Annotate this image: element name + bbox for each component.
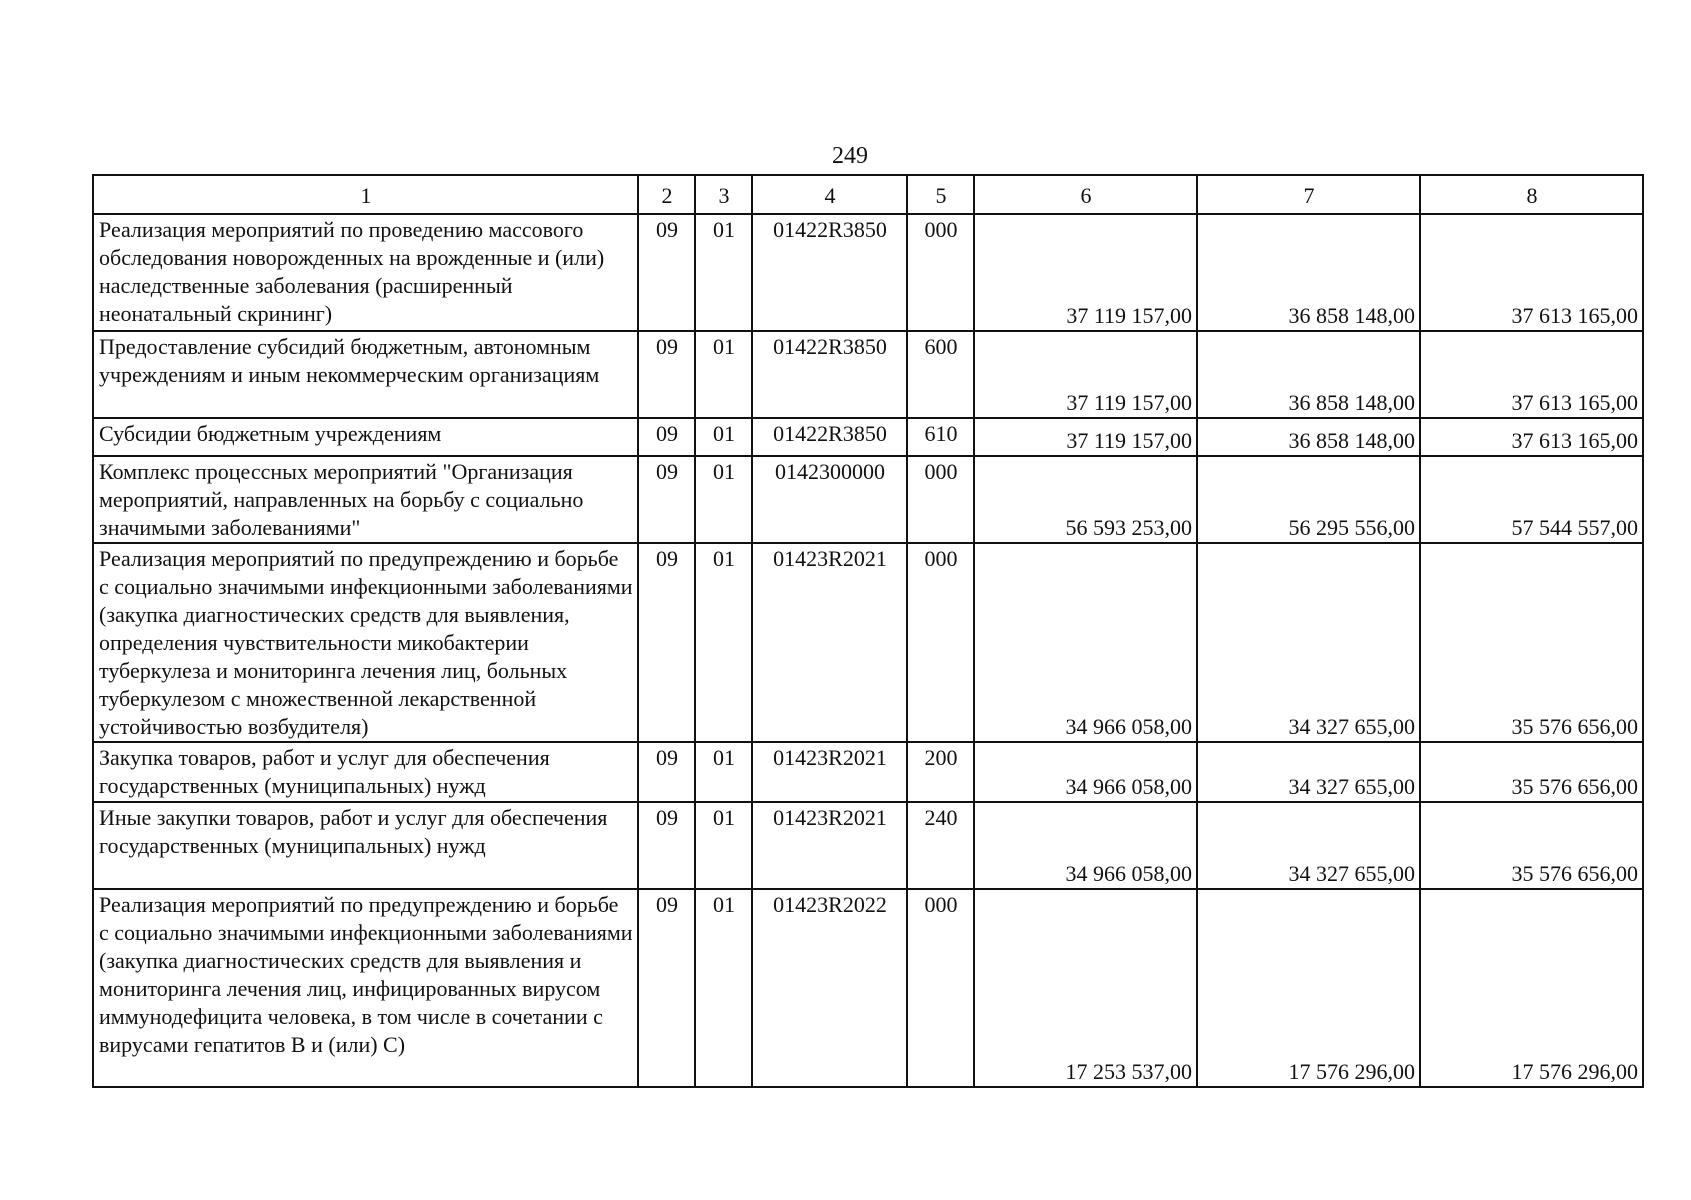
table-row	[93, 802, 1643, 889]
table-row	[93, 543, 1643, 742]
amount-col7: 56 295 556,00	[1197, 456, 1420, 543]
amount-col7: 36 858 148,00	[1197, 331, 1420, 418]
amount-col7: 34 327 655,00	[1197, 742, 1420, 802]
subsection-code: 01	[695, 543, 752, 742]
expense-type-code: 610	[907, 418, 974, 456]
amount-col8: 35 576 656,00	[1420, 802, 1643, 889]
column-header: 6	[974, 175, 1197, 214]
column-header: 4	[752, 175, 907, 214]
row-description: Закупка товаров, работ и услуг для обеспечения государственных (муниципальных) нужд	[93, 742, 638, 802]
subsection-code: 01	[695, 802, 752, 889]
column-header: 2	[638, 175, 695, 214]
section-code: 09	[638, 742, 695, 802]
expense-type-code: 000	[907, 889, 974, 1087]
subsection-code: 01	[695, 214, 752, 331]
amount-col8: 57 544 557,00	[1420, 456, 1643, 543]
column-header: 5	[907, 175, 974, 214]
row-description: Предоставление субсидий бюджетным, автономным учреждениям и иным некоммерческим организациям	[93, 331, 638, 418]
target-article-code: 0142300000	[752, 456, 907, 543]
amount-col7: 34 327 655,00	[1197, 543, 1420, 742]
target-article-code: 01423R2021	[752, 543, 907, 742]
table-row	[93, 456, 1643, 543]
expense-type-code: 000	[907, 543, 974, 742]
amount-col6: 37 119 157,00	[974, 331, 1197, 418]
section-code: 09	[638, 331, 695, 418]
section-code: 09	[638, 889, 695, 1087]
target-article-code: 01422R3850	[752, 418, 907, 456]
expense-type-code: 000	[907, 214, 974, 331]
table-row	[93, 889, 1643, 1087]
amount-col6: 34 966 058,00	[974, 543, 1197, 742]
target-article-code: 01423R2021	[752, 742, 907, 802]
section-code: 09	[638, 214, 695, 331]
target-article-code: 01423R2022	[752, 889, 907, 1087]
amount-col8: 37 613 165,00	[1420, 331, 1643, 418]
expense-type-code: 000	[907, 456, 974, 543]
amount-col6: 37 119 157,00	[974, 214, 1197, 331]
subsection-code: 01	[695, 331, 752, 418]
subsection-code: 01	[695, 742, 752, 802]
column-header: 3	[695, 175, 752, 214]
row-description: Иные закупки товаров, работ и услуг для обеспечения государственных (муниципальных) нужд	[93, 802, 638, 889]
column-header: 8	[1420, 175, 1643, 214]
amount-col7: 36 858 148,00	[1197, 418, 1420, 456]
section-code: 09	[638, 802, 695, 889]
column-header: 1	[93, 175, 638, 214]
amount-col6: 34 966 058,00	[974, 742, 1197, 802]
expense-type-code: 600	[907, 331, 974, 418]
header-row	[93, 175, 1643, 214]
row-description: Комплекс процессных мероприятий "Организация мероприятий, направленных на борьбу с социально значимыми заболеваниями"	[93, 456, 638, 543]
column-header: 7	[1197, 175, 1420, 214]
amount-col8: 37 613 165,00	[1420, 214, 1643, 331]
table-row	[93, 214, 1643, 331]
amount-col8: 17 576 296,00	[1420, 889, 1643, 1087]
target-article-code: 01423R2021	[752, 802, 907, 889]
subsection-code: 01	[695, 889, 752, 1087]
amount-col8: 37 613 165,00	[1420, 418, 1643, 456]
amount-col8: 35 576 656,00	[1420, 543, 1643, 742]
amount-col7: 17 576 296,00	[1197, 889, 1420, 1087]
section-code: 09	[638, 456, 695, 543]
subsection-code: 01	[695, 418, 752, 456]
budget-table	[92, 174, 1644, 1088]
section-code: 09	[638, 543, 695, 742]
page-number: 249	[832, 143, 868, 169]
amount-col6: 37 119 157,00	[974, 418, 1197, 456]
expense-type-code: 240	[907, 802, 974, 889]
row-description: Субсидии бюджетным учреждениям	[93, 418, 638, 456]
amount-col6: 34 966 058,00	[974, 802, 1197, 889]
amount-col8: 35 576 656,00	[1420, 742, 1643, 802]
table-row	[93, 418, 1643, 456]
row-description: Реализация мероприятий по предупреждению и борьбе с социально значимыми инфекционными заболеваниями (закупка диагностических средств для выявления и мониторинга лечения лиц, инфицированных вирусом иммунодефицита человека, в том числе в сочетании с вирусами гепатитов B и (или) C)	[93, 889, 638, 1087]
subsection-code: 01	[695, 456, 752, 543]
target-article-code: 01422R3850	[752, 214, 907, 331]
amount-col6: 56 593 253,00	[974, 456, 1197, 543]
expense-type-code: 200	[907, 742, 974, 802]
amount-col7: 36 858 148,00	[1197, 214, 1420, 331]
row-description: Реализация мероприятий по предупреждению и борьбе с социально значимыми инфекционными заболеваниями (закупка диагностических средств для выявления, определения чувствительности микобактерии туберкулеза и мониторинга лечения лиц, больных туберкулезом с множественной лекарственной устойчивостью возбудителя)	[93, 543, 638, 742]
section-code: 09	[638, 418, 695, 456]
target-article-code: 01422R3850	[752, 331, 907, 418]
table-row	[93, 742, 1643, 802]
row-description: Реализация мероприятий по проведению массового обследования новорожденных на врожденные и (или) наследственные заболевания (расширенный неонатальный скрининг)	[93, 214, 638, 331]
amount-col6: 17 253 537,00	[974, 889, 1197, 1087]
amount-col7: 34 327 655,00	[1197, 802, 1420, 889]
table-row	[93, 331, 1643, 418]
